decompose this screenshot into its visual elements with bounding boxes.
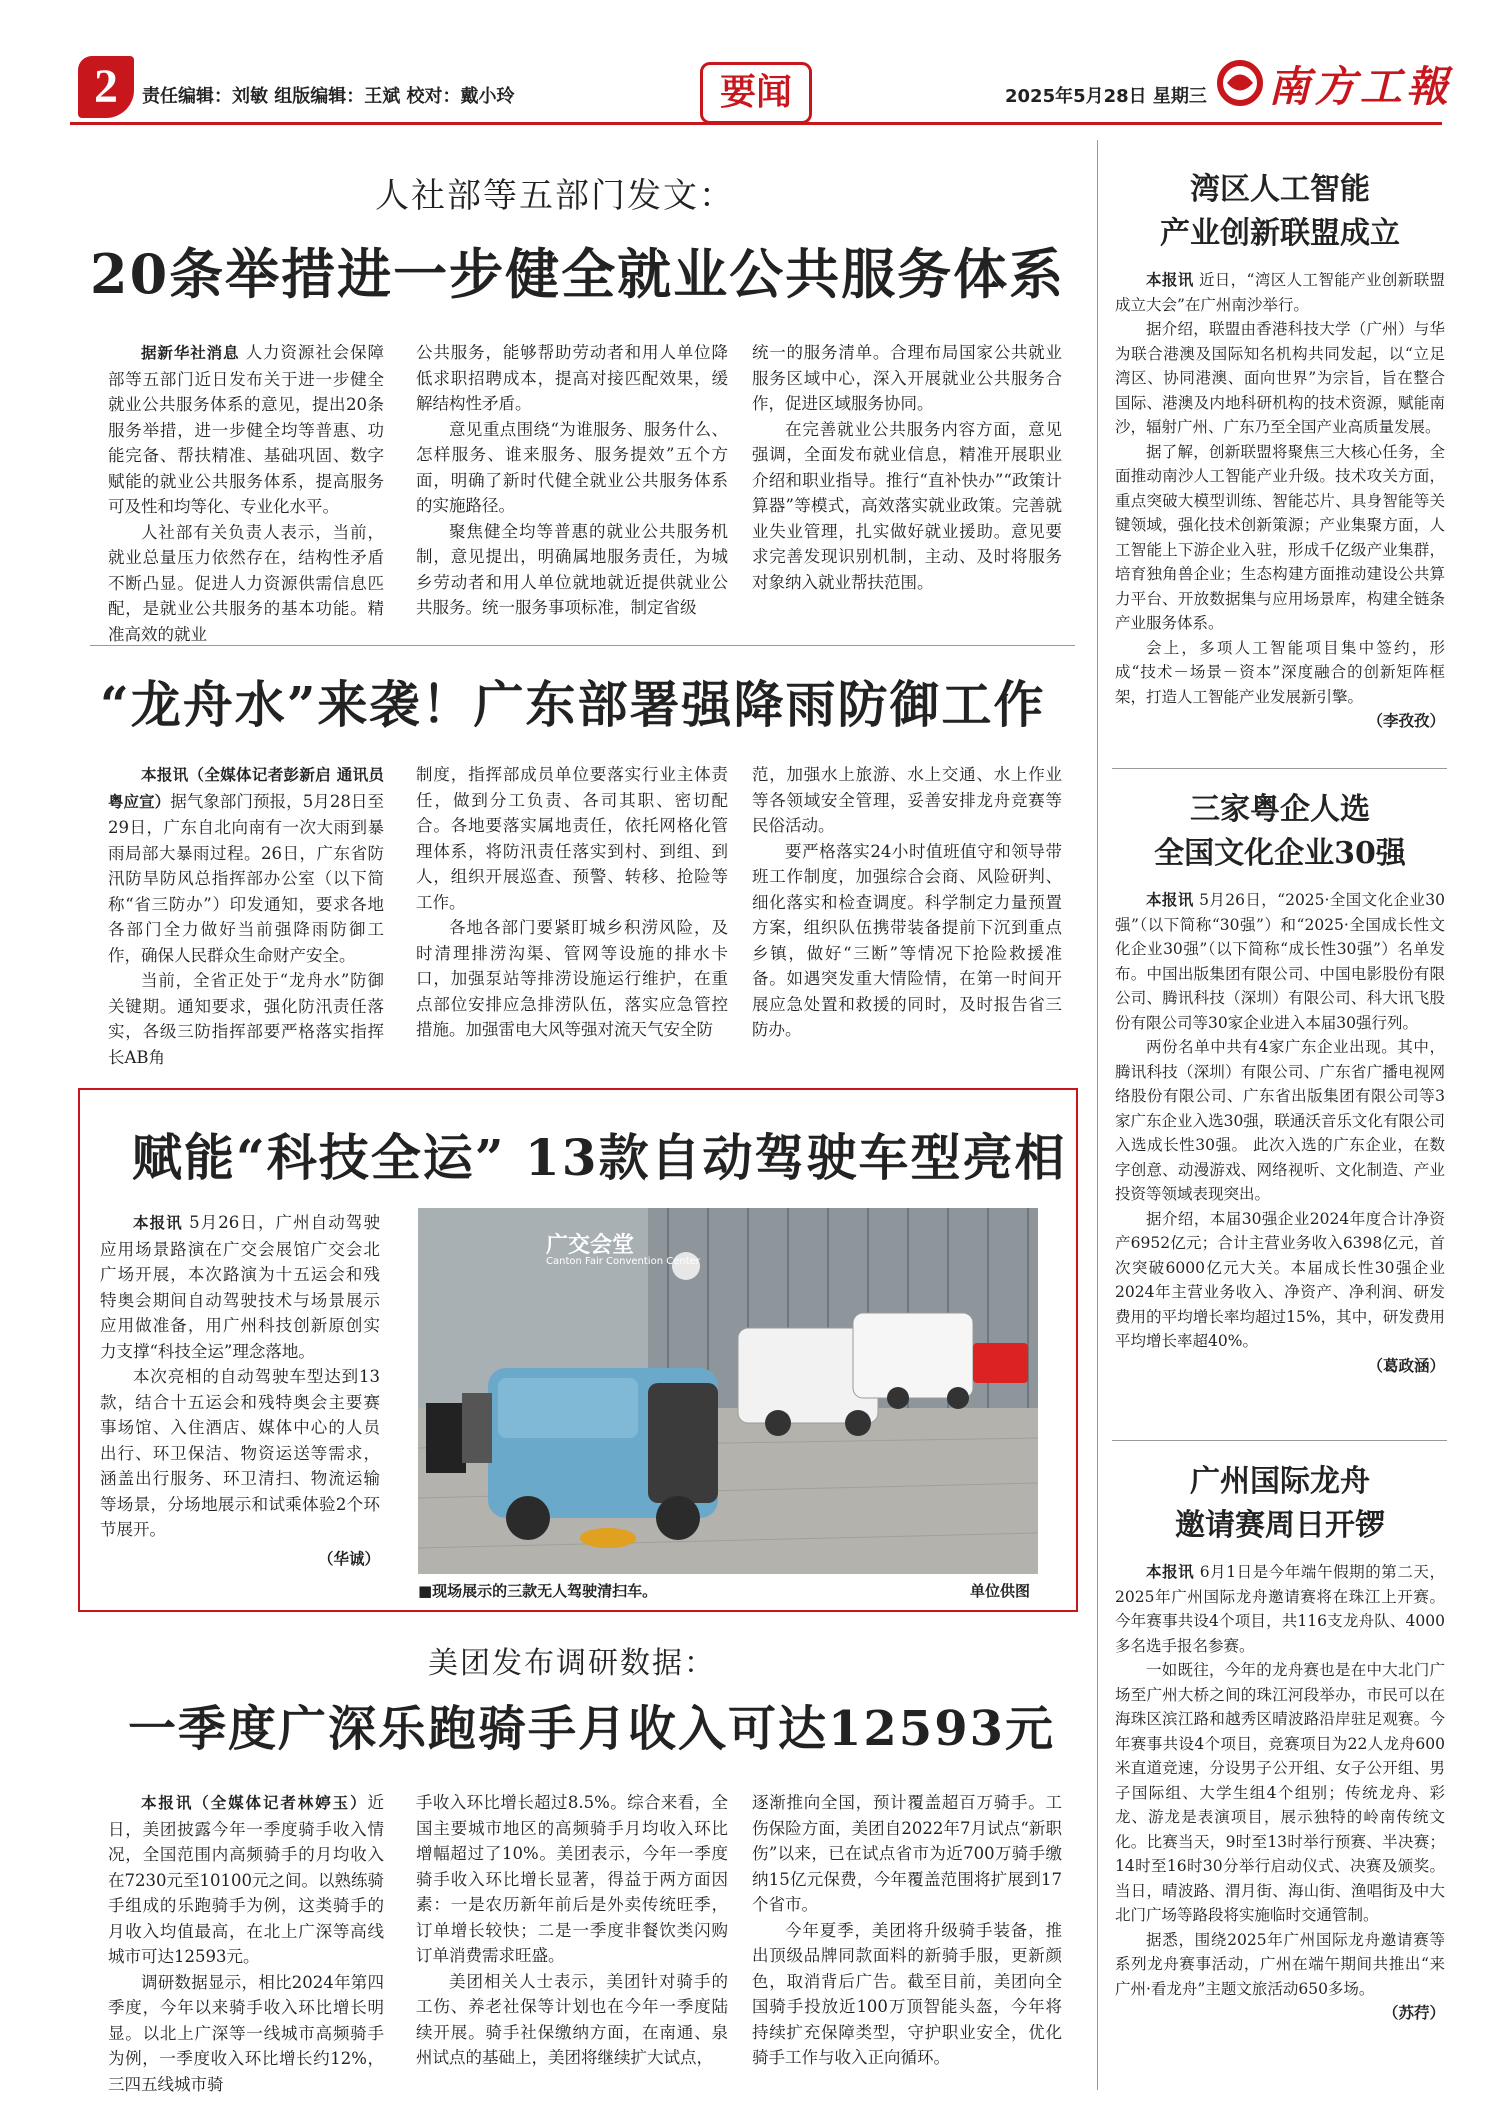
article4-column-3 [752,1790,1062,2071]
article4-lead: 本报讯（全媒体记者林婷玉） [141,1794,368,1812]
side2-paragraph: 5月26日，“2025·全国文化企业30强”（以下简称“30强”）和“2025·全国成长性文化企业30强”（以下简称“成长性30强”）名单发布。中国出版集团有限公司、中国电影股份有限公司、腾讯科技（深圳）有限公司、科大讯飞股份有限公司等30家企业进入本届30强行列。 [1115,891,1445,1032]
side-divider [1112,1440,1447,1441]
article1-paragraph: 聚焦健全均等普惠的就业公共服务机制，意见提出，明确属地服务责任，为城乡劳动者和用人单位就地就近提供就业公共服务。统一服务事项标准，制定省级 [416,521,728,617]
side3-paragraph: 6月1日是今年端午假期的第二天，2025年广州国际龙舟邀请赛将在珠江上开赛。今年赛事共设4个项目，共116支龙舟队、4000多名选手报名参赛。 [1115,1563,1445,1655]
side1-paragraph: 会上，多项人工智能项目集中签约，形成“技术－场景－资本”深度融合的创新矩阵框架，打造人工智能产业发展新引擎。 [1115,638,1445,706]
article2-column-1 [108,762,384,1070]
newspaper-name: 南方工報 [1268,62,1453,111]
article4-paragraph: 调研数据显示，相比2024年第四季度，今年以来骑手收入环比增长明显。以北上广深等一线城市高频骑手为例，一季度收入环比增长约12%，三四五线城市骑 [108,1972,384,2094]
article2-headline: “龙舟水”来袭！广东部署强降雨防御工作 [100,675,1046,734]
side1-paragraph: 近日，“湾区人工智能产业创新联盟成立大会”在广州南沙举行。 [1115,271,1445,314]
article4-paragraph: 今年夏季，美团将升级骑手装备，推出顶级品牌同款面料的新骑手服，更新颜色，取消背后广告。截至目前，美团向全国骑手投放近100万顶智能头盔，今年将持续扩充保障类型，守护职业安全，优化骑手工作与收入正向循环。 [752,1920,1062,2067]
article3-headline: 赋能“科技全运” 13款自动驾驶车型亮相 [132,1128,1067,1187]
side1-paragraph: 据介绍，联盟由香港科技大学（广州）与华为联合港澳及国际知名机构共同发起，以“立足湾区、协同港澳、面向世界”为宗旨，旨在整合国际、港澳及内地科研机构的技术资源，赋能南沙，辐射广州、广东乃至全国产业高质量发展。 [1115,320,1445,436]
side2-paragraph: 两份名单中共有4家广东企业出现。其中，腾讯科技（深圳）有限公司、广东省广播电视网络股份有限公司、广东省出版集团有限公司等3家广东企业入选30强，联通沃音乐文化有限公司入选成长性30强。 此次入选的广东企业，在数字创意、动漫游戏、网络视听、文化制造、产业投资等领域表现突出。 [1115,1038,1445,1203]
article2-paragraph: 要严格落实24小时值班值守和领导带班工作制度，加强综合会商、风险研判、细化落实和检查调度。科学制定力量预置方案，组织队伍携带装备提前下沉到重点乡镇，做好“三断”等情况下抢险救援准备。如遇突发重大情险情，在第一时间开展应急处置和救援的同时，及时报告省三防办。 [752,841,1062,1039]
article2-paragraph: 制度，指挥部成员单位要落实行业主体责任，做到分工负责、各司其职、密切配合。各地要落实属地责任，依托网格化管理体系，将防汛责任落实到村、到组、到人，组织开展巡查、预警、转移、抢险等工作。 [416,765,728,912]
article-divider [90,645,1075,646]
article3-lead: 本报讯 [133,1214,183,1232]
photo-credit: 单位供图 [970,1582,1031,1600]
article2-paragraph: 各地各部门要紧盯城乡积涝风险，及时清理排涝沟渠、管网等设施的排水卡口，加强泵站等排涝设施运行维护，在重点部位安排应急排涝队伍，落实应急管控措施。加强雷电大风等强对流天气安全防 [416,918,728,1039]
article2-column-2 [416,762,728,1043]
article1-paragraph: 统一的服务清单。合理布局国家公共就业服务区域中心，深入开展就业公共服务合作，促进区域服务协同。 [752,343,1062,413]
side2-headline: 三家粤企人选 全国文化企业30强 [1154,792,1406,871]
article4-paragraph: 手收入环比增长超过8.5%。综合来看，全国主要城市地区的高频骑手月均收入环比增幅超过了10%。美团表示，今年一季度骑手收入环比增长显著，得益于两方面因素：一是农历新年前后是外卖传统旺季，订单增长较快；二是一季度非餐饮类闪购订单消费需求旺盛。 [416,1793,728,1965]
article3-paragraph: 本次亮相的自动驾驶车型达到13款，结合十五运会和残特奥会主要赛事场馆、入住酒店、媒体中心的人员出行、环卫保洁、物资运送等需求，涵盖出行服务、环卫清扫、物流运输等场景，分场地展示和试乘体验2个环节展开。 [100,1367,380,1539]
autonomous-sweeper-photo [418,1208,1038,1574]
side1-headline: 湾区人工智能 产业创新联盟成立 [1160,172,1400,251]
section-label: 要闻 [700,62,812,124]
side3-lead: 本报讯 [1146,1563,1195,1581]
side-divider [1112,768,1447,769]
article4-kicker: 美团发布调研数据： [428,1646,716,1681]
side3-headline: 广州国际龙舟 邀请赛周日开锣 [1175,1464,1385,1543]
article1-headline: 20条举措进一步健全就业公共服务体系 [90,242,1066,306]
article3-text [100,1210,380,1572]
article2-paragraph: 范，加强水上旅游、水上交通、水上作业等各领域安全管理，妥善安排龙舟竞赛等民俗活动。 [752,765,1062,835]
side3-text [1115,1560,1445,2026]
article3-paragraph: 5月26日，广州自动驾驶应用场景路演在广交会展馆广交会北广场开展，本次路演为十五运会和残特奥会期间自动驾驶技术与场景展示应用做准备，用广州科技创新原创实力支撑“科技全运”理念落地。 [100,1213,380,1361]
article2-column-3 [752,762,1062,1043]
photo-caption: ■现场展示的三款无人驾驶清扫车。 [418,1582,658,1600]
article4-paragraph: 逐渐推向全国，预计覆盖超百万骑手。工伤保险方面，美团自2022年7月试点“新职伤”以来，已在试点省市为近700万骑手缴纳15亿元保费，今年覆盖范围将扩展到17个省市。 [752,1793,1062,1914]
side2-paragraph: 据介绍，本届30强企业2024年度合计净资产6952亿元；合计主营业务收入6398亿元，首次突破6000亿元大关。本届成长性30强企业2024年主营业务收入、净资产、净利润、研发费用的平均增长率均超过15%，其中，研发费用平均增长率超40%。 [1115,1209,1445,1350]
article1-column-3 [752,340,1062,595]
masthead-rule [70,122,1442,125]
side1-lead: 本报讯 [1146,271,1194,289]
article1-paragraph: 公共服务，能够帮助劳动者和用人单位降低求职招聘成本，提高对接匹配效果，缓解结构性矛盾。 [416,343,728,413]
newspaper-logo-icon [1215,58,1265,108]
page-number-badge: 2 [78,56,134,118]
side3-author: （苏荇） [1382,2004,1445,2022]
article3-author: （华诚） [317,1549,380,1568]
article1-paragraph: 在完善就业公共服务内容方面，意见强调，全面发布就业信息，精准开展职业介绍和职业指导。推行“直补快办”“政策计算器”等模式，高效落实就业政策。完善就业失业管理，扎实做好就业援助。意见要求完善发现识别机制，主动、及时将服务对象纳入就业帮扶范围。 [752,419,1062,592]
side3-paragraph: 据悉，围绕2025年广州国际龙舟邀请赛等系列龙舟赛事活动，广州在端午期间共推出“来广州·看龙舟”主题文旅活动650多场。 [1115,1930,1445,1998]
article3-photo [418,1208,1038,1574]
side1-author: （李孜孜） [1367,712,1445,730]
article4-paragraph: 近日，美团披露今年一季度骑手收入情况，全国范围内高频骑手的月均收入在7230元至10100元之间。以熟练骑手组成的乐跑骑手为例，这类骑手的月收入均值最高，在北上广深等高线城市可达12593元。 [108,1793,384,1966]
article4-paragraph: 美团相关人士表示，美团针对骑手的工伤、养老社保等计划也在今年一季度陆续开展。骑手社保缴纳方面，在南通、泉州试点的基础上，美团将继续扩大试点， [416,1971,728,2067]
article1-kicker: 人社部等五部门发文： [375,176,735,216]
side1-paragraph: 据了解，创新联盟将聚焦三大核心任务，全面推动南沙人工智能产业升级。技术攻关方面，重点突破大模型训练、智能芯片、具身智能等关键领域，强化技术创新策源；产业集聚方面，人工智能上下游企业入驻，形成千亿级产业集群，培育独角兽企业；生态构建方面推动建设公共算力平台、开放数据集与应用场景库，构建全链条产业服务体系。 [1115,442,1445,632]
side2-author: （葛政涵） [1367,1356,1445,1375]
article1-lead: 据新华社消息 [141,344,240,362]
column-divider [1097,140,1098,2090]
article2-paragraph: 据气象部门预报，5月28日至29日，广东自北向南有一次大雨到暴雨局部大暴雨过程。26日，广东省防汛防旱防风总指挥部办公室（以下简称“省三防办”）印发通知，要求各地各部门全力做好当前强降雨防御工作，确保人民群众生命财产安全。 [108,791,384,965]
side2-lead: 本报讯 [1146,891,1194,909]
article2-paragraph: 当前，全省正处于“龙舟水”防御关键期。通知要求，强化防汛责任落实，各级三防指挥部要严格落实指挥长AB角 [108,971,384,1067]
article1-paragraph: 人力资源社会保障部等五部门近日发布关于进一步健全就业公共服务体系的意见，提出20条服务举措，进一步健全均等普惠、功能完备、帮扶精准、基础巩固、数字赋能的就业公共服务体系，提高服务可及性和均等化、专业化水平。 [108,343,384,516]
side1-text [1115,268,1445,734]
side2-text [1115,888,1445,1378]
article1-paragraph: 意见重点围绕“为谁服务、服务什么、怎样服务、谁来服务、服务提效”五个方面，明确了新时代健全就业公共服务体系的实施路径。 [416,419,728,515]
article1-column-1 [108,340,384,647]
photo-sign-cn: 广交会堂 [546,1233,635,1258]
article4-column-2 [416,1790,728,2071]
article4-column-1 [108,1790,384,2097]
editor-credits: 责任编辑：刘敏 组版编辑：王斌 校对：戴小玲 [142,86,515,107]
side3-paragraph: 一如既往，今年的龙舟赛也是在中大北门广场至广州大桥之间的珠江河段举办，市民可以在海珠区滨江路和越秀区晴波路沿岸驻足观赛。今年赛事共设4个项目，竞赛项目为22人龙舟600米直道竞速，分设男子公开组、女子公开组、男子国际组、大学生组4个组别；传统龙舟、彩龙、游龙是表演项目，展示独特的岭南传统文化。比赛当天，9时至13时举行预赛、半决赛；14时至16时30分举行启动仪式、决赛及颁奖。当日，晴波路、渭月街、海山街、渔唱街及中大北门广场等路段将实施临时交通管制。 [1115,1661,1445,1924]
article4-headline: 一季度广深乐跑骑手月收入可达12593元 [128,1701,1055,1757]
article1-column-2 [416,340,728,621]
issue-date: 2025年5月28日 星期三 [1005,86,1207,107]
article2-lead: 本报讯（全媒体记者彭新启 通讯员粤应宣） [108,766,384,811]
article1-paragraph: 人社部有关负责人表示，当前，就业总量压力依然存在，结构性矛盾不断凸显。促进人力资源供需信息匹配，是就业公共服务的基本功能。精准高效的就业 [108,522,384,644]
photo-sign-en: Canton Fair Convention Center [546,1256,700,1267]
